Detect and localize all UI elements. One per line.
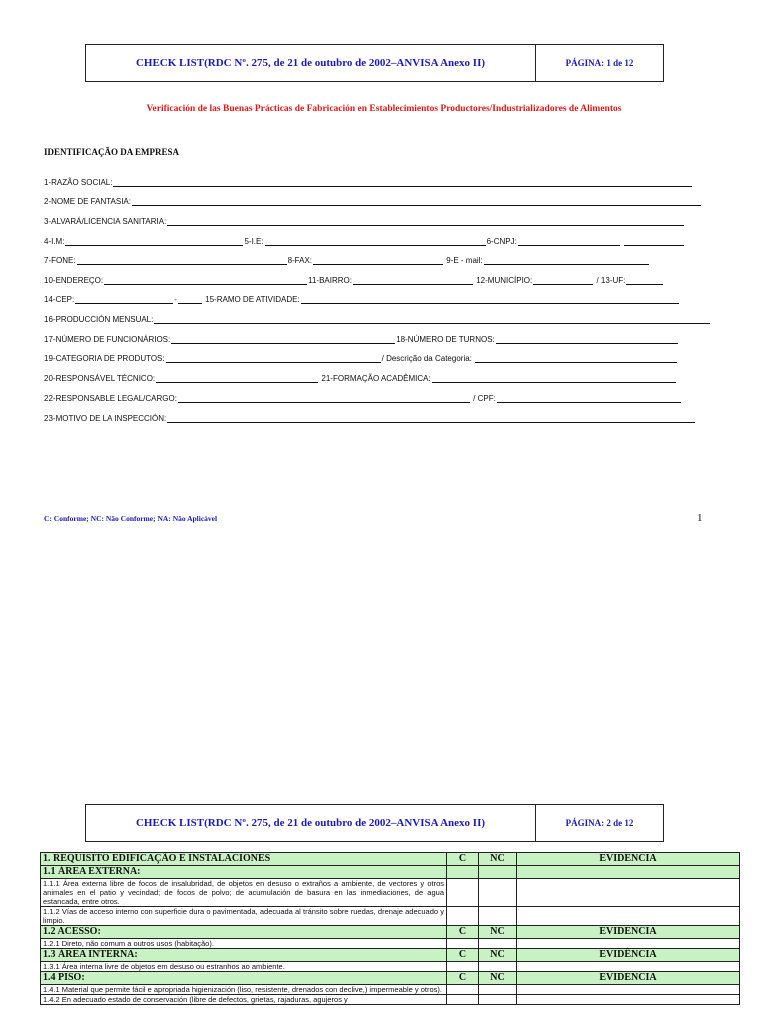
cell-nc-1-2-1[interactable]: [479, 939, 517, 949]
field-label-im: 4-I.M:: [44, 237, 65, 246]
cell-empty: [517, 866, 740, 879]
cell-c-1-1-1[interactable]: [447, 879, 479, 907]
field-blank-uf[interactable]: [626, 275, 663, 285]
page2-page-indicator: PÁGINA: 2 de 12: [565, 818, 634, 828]
form-row-11: [44, 373, 677, 385]
page1-page-indicator: PÁGINA: 1 de 12: [565, 58, 634, 68]
cell-c-1-3-1[interactable]: [447, 962, 479, 972]
field-blank-nome-fantasia[interactable]: [132, 196, 701, 206]
cell-c-1-2-1[interactable]: [447, 939, 479, 949]
field-blank-cpf[interactable]: [497, 393, 681, 403]
page1-page-number: 1: [697, 512, 703, 524]
field-blank-formacao[interactable]: [432, 373, 676, 383]
cell-c-1-4-2[interactable]: [447, 995, 479, 1005]
company-identification-label: IDENTIFICAÇÃO DA EMPRESA: [44, 147, 180, 157]
form-row-9: [44, 334, 679, 346]
field-blank-funcionarios[interactable]: [171, 334, 395, 344]
item-1-4-1: 1.4.1 Material que permite fácil e apropriada higienización (liso, resistente, drenados con declive,) impermeable y otros).: [41, 985, 447, 995]
field-blank-email[interactable]: [484, 255, 649, 265]
cell-evidence-1-4-1[interactable]: [517, 985, 740, 995]
form-row-1: [44, 177, 693, 189]
column-header-c: C: [447, 853, 479, 866]
cell-evidence-1-4-2[interactable]: [517, 995, 740, 1005]
field-blank-categoria[interactable]: [166, 353, 381, 363]
field-blank-fone[interactable]: [77, 255, 287, 265]
field-label-fax: 8-FAX:: [287, 256, 313, 265]
item-1-3-1: 1.3.1 Área interna livre de objetos em desuso ou estranhos ao ambiente.: [41, 962, 447, 972]
field-label-email: 9-E - mail:: [446, 256, 483, 265]
cell-empty: [447, 866, 479, 879]
field-label-alvara: 3-ALVARÁ/LICENCIA SANITARIA:: [44, 217, 167, 226]
field-blank-ramo[interactable]: [301, 294, 679, 304]
field-label-motivo: 23-MOTIVO DE LA INSPECCIÓN:: [44, 414, 167, 423]
page2-header-page-box: [535, 804, 664, 842]
field-blank-cep[interactable]: [75, 294, 173, 304]
field-blank-fax[interactable]: [313, 255, 443, 265]
item-1-4-2: 1.4.2 En adecuado estado de conservación (libre de defectos, grietas, rajaduras, agujeros y: [41, 995, 447, 1005]
form-row-10: [44, 353, 678, 365]
field-blank-cnpj[interactable]: [518, 236, 620, 246]
field-label-turnos: 18-NÚMERO DE TURNOS:: [396, 335, 495, 344]
column-header-evidence: EVIDENCIA: [517, 972, 740, 985]
field-blank-alvara[interactable]: [167, 216, 684, 226]
cell-evidence-1-1-2[interactable]: [517, 907, 740, 926]
field-label-fone: 7-FONE:: [44, 256, 76, 265]
checklist-table: [40, 852, 740, 1005]
cell-nc-1-3-1[interactable]: [479, 962, 517, 972]
table-row: [41, 962, 740, 972]
item-1-1-2: 1.1.2 Vías de acceso interno con superficie dura o pavimentada, adecuada al tránsito sobre ruedas, drenaje adecuado y limpio.: [41, 907, 447, 926]
field-blank-turnos[interactable]: [496, 334, 678, 344]
form-row-4: [44, 236, 685, 248]
section-title-piso: 1.4 PISO:: [41, 972, 447, 985]
field-blank-cep-2[interactable]: [178, 294, 202, 304]
form-row-13: [44, 413, 696, 425]
page1-header-page-box: [535, 44, 664, 82]
section-title-area-externa: 1.1 ÁREA EXTERNA:: [41, 866, 447, 879]
field-blank-ie[interactable]: [265, 236, 486, 246]
field-label-ramo: 15-RAMO DE ATIVIDADE:: [205, 295, 300, 304]
cell-evidence-1-3-1[interactable]: [517, 962, 740, 972]
field-blank-endereco[interactable]: [104, 275, 307, 285]
cell-empty: [479, 866, 517, 879]
column-header-evidence: EVIDENCIA: [517, 853, 740, 866]
table-main-header-row: [41, 853, 740, 866]
item-1-2-1: 1.2.1 Direto, não comum a outros usos (habitação).: [41, 939, 447, 949]
cell-evidence-1-1-1[interactable]: [517, 879, 740, 907]
field-label-formacao: 21-FORMAÇÃO ACADÊMICA:: [321, 374, 431, 383]
field-label-cnpj: 6-CNPJ:: [486, 237, 517, 246]
field-label-ie: 5-I.E:: [244, 237, 264, 246]
column-header-nc: NC: [479, 926, 517, 939]
field-label-funcionarios: 17-NÚMERO DE FUNCIONÁRIOS:: [44, 335, 171, 344]
field-blank-motivo[interactable]: [167, 413, 695, 423]
field-label-endereco: 10-ENDEREÇO:: [44, 276, 104, 285]
field-label-cpf: / CPF:: [473, 394, 496, 403]
field-label-categoria: 19-CATEGORIA DE PRODUTOS:: [44, 354, 165, 363]
form-row-2: [44, 196, 702, 208]
table-row: [41, 939, 740, 949]
column-header-nc: NC: [479, 853, 517, 866]
field-blank-responsavel[interactable]: [156, 373, 318, 383]
table-row: [41, 879, 740, 907]
column-header-c: C: [447, 926, 479, 939]
cell-c-1-1-2[interactable]: [447, 907, 479, 926]
page1-subtitle: Verificación de las Buenas Prácticas de Fabricación en Establecimientos Productores/Industrializadores de Alimentos: [146, 104, 622, 114]
page1-header-title: CHECK LIST(RDC Nº. 275, de 21 de outubro de 2002–ANVISA Anexo II): [135, 57, 486, 69]
field-label-responsavel: 20-RESPONSÁVEL TÉCNICO:: [44, 374, 156, 383]
field-label-nome-fantasia: 2-NOME DE FANTASIA:: [44, 197, 131, 206]
field-label-municipio: 12-MUNICÍPIO:: [476, 276, 533, 285]
field-label-producion: 16-PRODUCCIÓN MENSUAL:: [44, 315, 154, 324]
field-blank-responsable-legal[interactable]: [178, 393, 470, 403]
field-blank-descricao[interactable]: [475, 353, 677, 363]
field-label-uf: / 13-UF:: [596, 276, 626, 285]
field-blank-producion[interactable]: [154, 314, 710, 324]
cell-nc-1-4-1[interactable]: [479, 985, 517, 995]
section-row-1-1: [41, 866, 740, 879]
form-row-7: [44, 294, 680, 306]
field-label-bairro: 11-BAIRRO:: [308, 276, 352, 285]
field-blank-municipio[interactable]: [533, 275, 593, 285]
field-label-cep: 14-CEP:: [44, 295, 75, 304]
cell-nc-1-1-1[interactable]: [479, 879, 517, 907]
form-row-3: [44, 216, 685, 228]
section-row-1-2: [41, 926, 740, 939]
form-row-6: [44, 275, 664, 287]
column-header-nc: NC: [479, 972, 517, 985]
page1-header-title-box: [85, 44, 536, 82]
section-row-1-4: [41, 972, 740, 985]
field-blank-razao-social[interactable]: [113, 177, 692, 187]
section-title-acesso: 1.2 ACESSO:: [41, 926, 447, 939]
column-header-nc: NC: [479, 949, 517, 962]
field-label-responsable-legal: 22-RESPONSABLE LEGAL/CARGO:: [44, 394, 177, 403]
field-blank-cnpj-2[interactable]: [624, 236, 684, 246]
table-row: [41, 985, 740, 995]
table-row: [41, 995, 740, 1005]
column-header-evidence: EVIDÊNCIA: [517, 949, 740, 962]
cell-nc-1-1-2[interactable]: [479, 907, 517, 926]
page2-header-title-box: [85, 804, 536, 842]
cell-c-1-4-1[interactable]: [447, 985, 479, 995]
form-row-5: [44, 255, 650, 267]
item-1-1-1: 1.1.1 Área externa libre de focos de insalubridad, de objetos en desuso o extraños a ambiente, de vectores y otros animales en el patio y vecindad; de focos de polvo; de acumulación de basura en las inmediaciones, de agua estancada, entre otros.: [41, 879, 447, 907]
section-row-1-3: [41, 949, 740, 962]
page2-header-title: CHECK LIST(RDC Nº. 275, de 21 de outubro de 2002–ANVISA Anexo II): [135, 817, 486, 829]
conformity-legend: C: Conforme; NC: Não Conforme; NA: Não Aplicável: [44, 514, 218, 523]
cell-nc-1-4-2[interactable]: [479, 995, 517, 1005]
table-row: [41, 907, 740, 926]
column-header-c: C: [447, 972, 479, 985]
field-label-descricao: / Descrição da Categoria:: [381, 354, 472, 363]
column-header-evidence: EVIDENCIA: [517, 926, 740, 939]
field-label-razao-social: 1-RAZÃO SOCIAL:: [44, 178, 113, 187]
form-row-12: [44, 393, 682, 405]
field-blank-bairro[interactable]: [353, 275, 473, 285]
field-cep-separator: -: [174, 295, 177, 304]
main-requirement-title: 1. REQUISITO EDIFICAÇÃO E INSTALACIONES: [41, 853, 447, 866]
column-header-c: C: [447, 949, 479, 962]
section-title-area-interna: 1.3 ÁREA INTERNA:: [41, 949, 447, 962]
field-blank-im[interactable]: [65, 236, 243, 246]
form-row-8: [44, 314, 711, 326]
cell-evidence-1-2-1[interactable]: [517, 939, 740, 949]
